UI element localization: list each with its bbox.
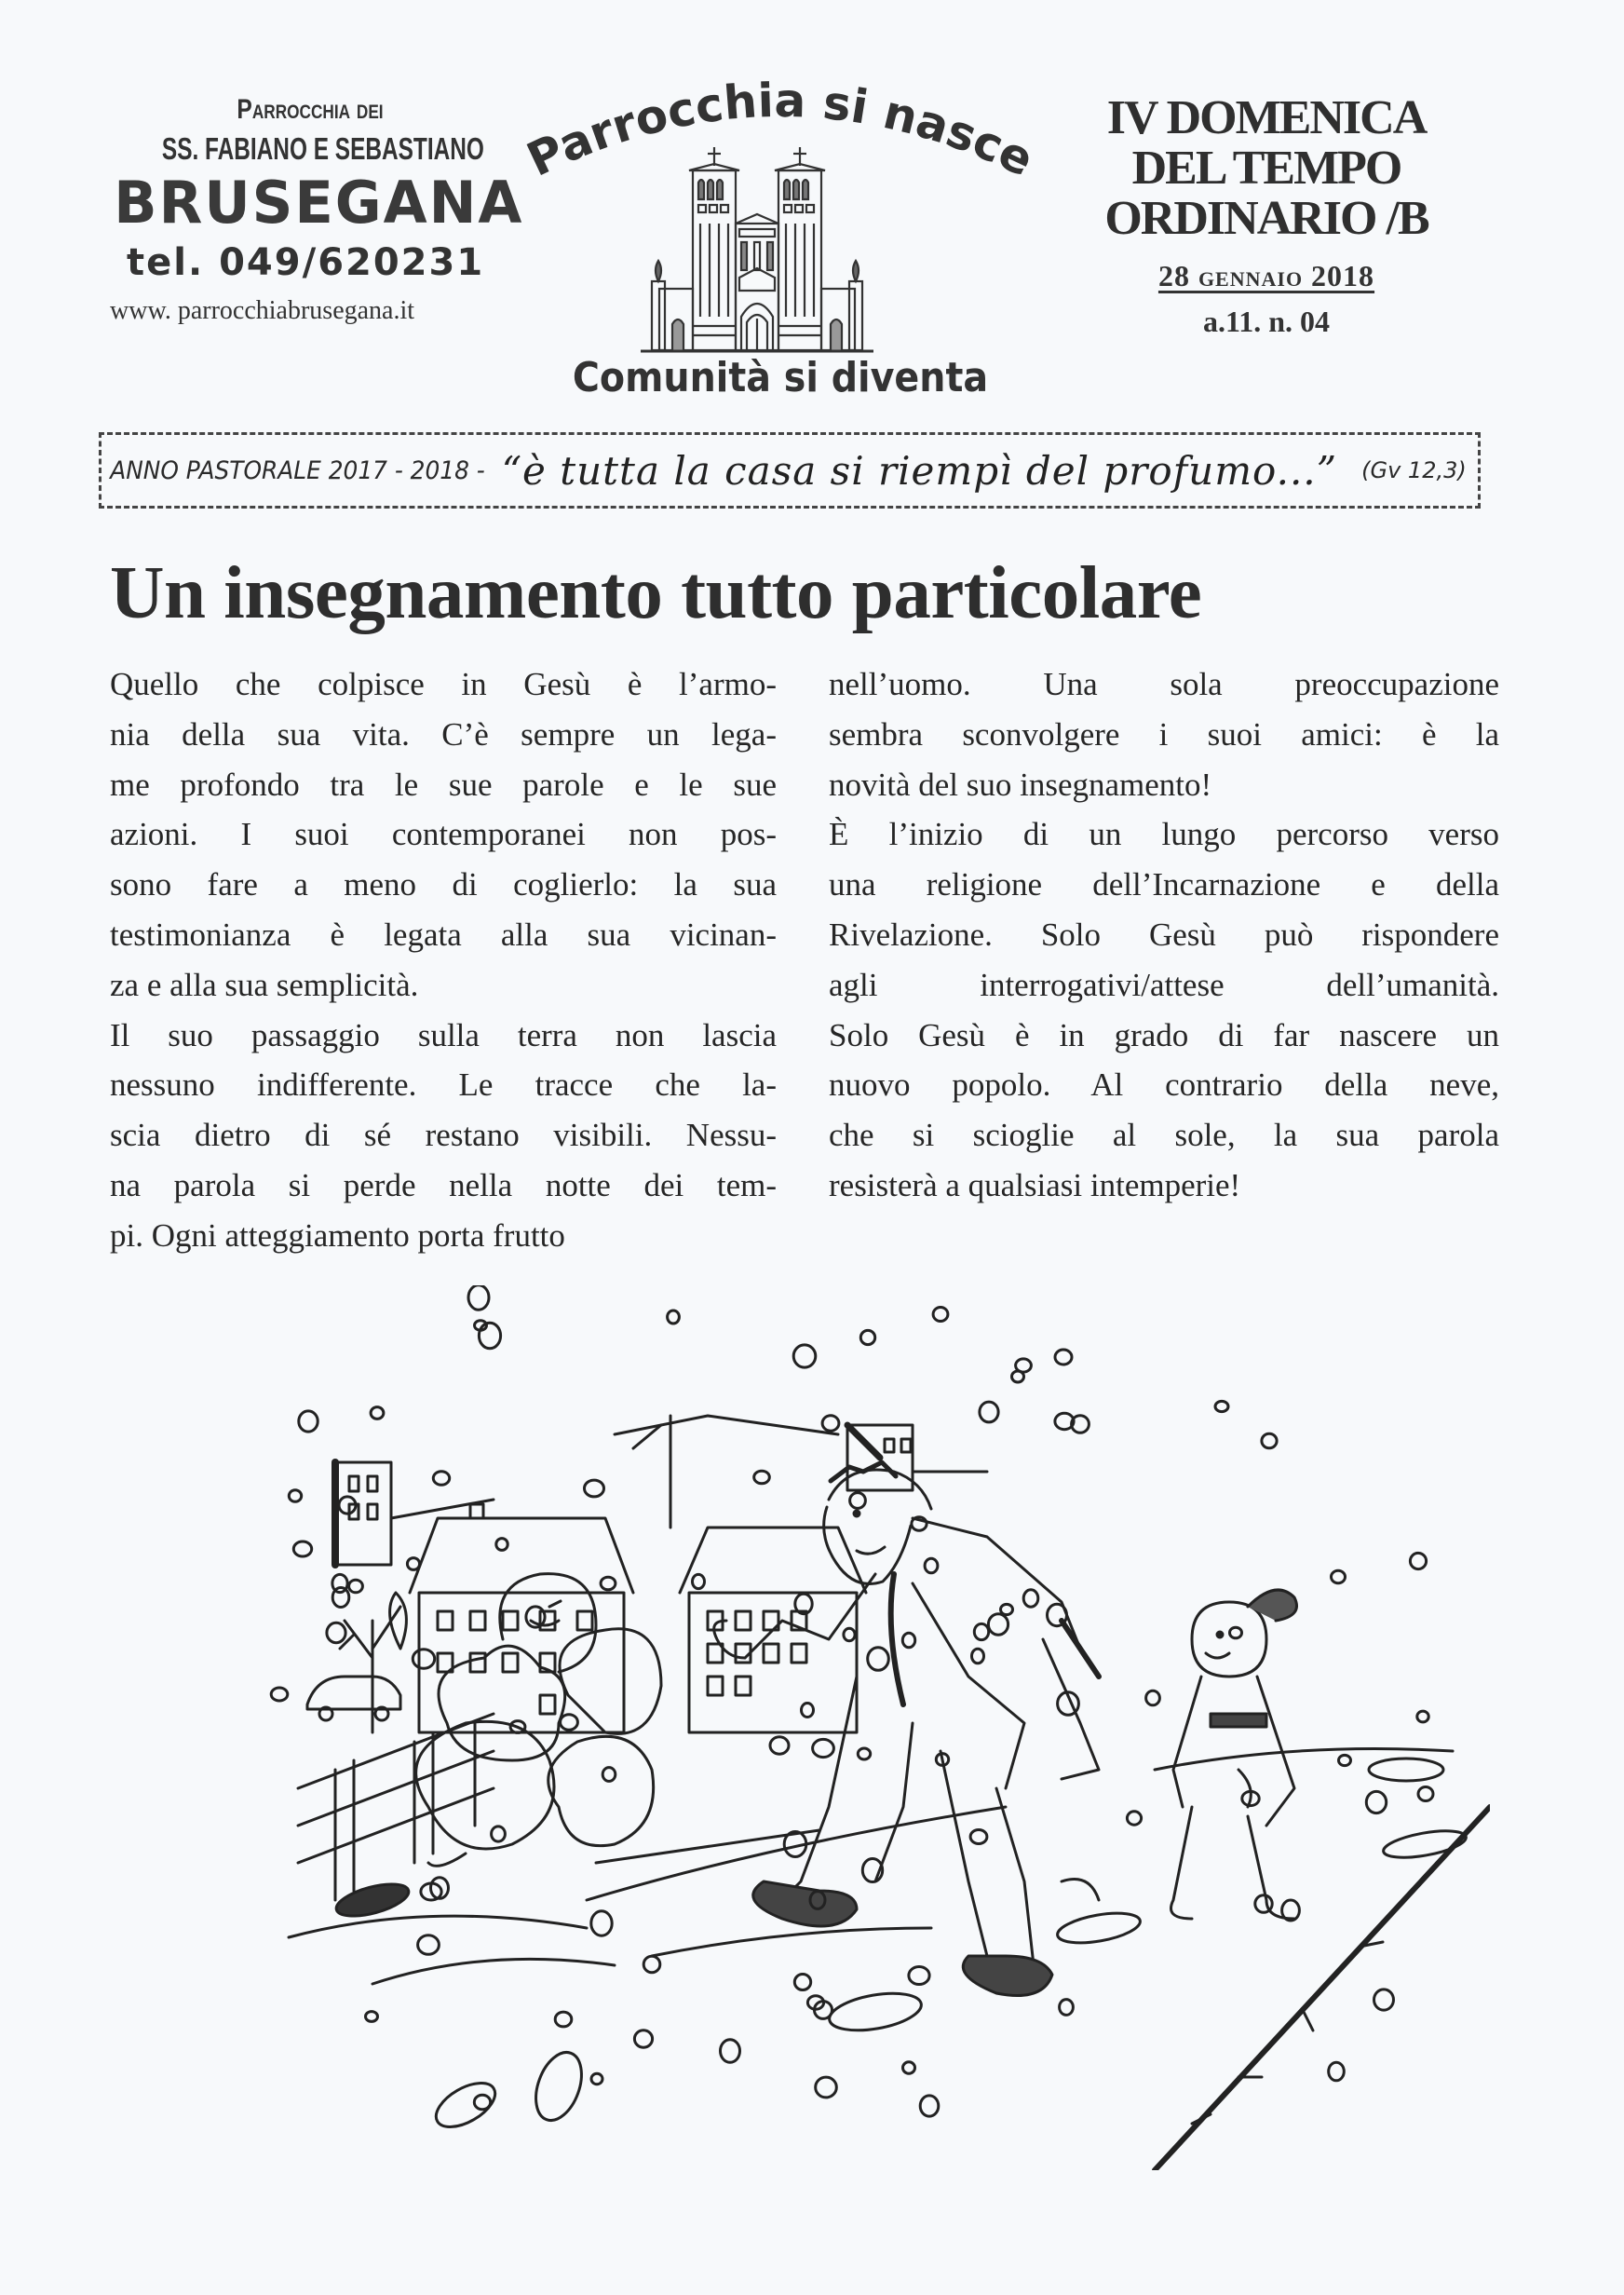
snowflake [1048, 1604, 1067, 1625]
snowflake [850, 1493, 866, 1509]
snowflake [643, 1956, 660, 1973]
snowflake [433, 1472, 449, 1486]
snowflake [909, 1967, 929, 1985]
snowflake [860, 1330, 874, 1344]
snowflake [1001, 1604, 1013, 1614]
left-line: nia della sua vita. C’è sempre un lega- [110, 715, 777, 753]
snowflake [349, 1580, 363, 1593]
snowflake [693, 1574, 705, 1588]
right-line: nell’uomo. Una sola preoccupazione [829, 666, 1499, 702]
snowflake [561, 1715, 578, 1731]
parish-logo [510, 75, 1050, 419]
snowflake [407, 1558, 419, 1570]
issue-info [1089, 93, 1443, 339]
snowflake [1262, 1433, 1277, 1448]
snowflake [1374, 1989, 1394, 2010]
left-line: na parola si perde nella notte dei tem- [110, 1166, 777, 1203]
left-line: sono fare a meno di coglierlo: la sua [110, 866, 777, 903]
snowflake [418, 1935, 440, 1955]
article-column-left [110, 659, 777, 1261]
snowflake [496, 1539, 508, 1551]
snowflake [668, 1310, 680, 1324]
snowflake [868, 1648, 889, 1671]
right-line: Rivelazione. Solo Gesù può rispondere [829, 916, 1499, 953]
snowflake [371, 1407, 384, 1419]
left-line: azioni. I suoi contemporanei non pos- [110, 816, 777, 853]
snowflake [794, 1975, 810, 1990]
left-line: scia dietro di sé restano visibili. Nessu- [110, 1117, 777, 1154]
snowflake [925, 1558, 938, 1572]
pastoral-year-banner [99, 432, 1481, 509]
snowflake [844, 1628, 855, 1640]
liturgical-sunday-line-2: DEL TEMPO [1131, 142, 1401, 195]
snowflake [970, 1830, 987, 1844]
snowflake [1012, 1371, 1024, 1382]
left-line: nessuno indifferente. Le tracce che la- [110, 1066, 777, 1104]
snowflake [974, 1623, 988, 1639]
snowflake [474, 2095, 490, 2109]
snowflake [988, 1614, 1008, 1635]
pastoral-year: ANNO PASTORALE 2017 - 2018 - [110, 455, 485, 485]
snowflake [972, 1649, 984, 1664]
parish-label [146, 93, 475, 127]
snowflake [902, 1633, 914, 1648]
right-line: È l’inizio di un lungo percorso verso [829, 816, 1499, 853]
parish-website[interactable]: www. parrocchiabrusegana.it [110, 296, 415, 325]
snowflake [1339, 1755, 1351, 1765]
illustration-drawing [261, 1285, 1490, 2170]
snowflake [634, 2030, 652, 2047]
snowflake [1366, 1791, 1386, 1813]
fence-drawing [298, 1714, 494, 1900]
snowflake [289, 1490, 301, 1502]
snowflake [327, 1623, 345, 1642]
logo-top-path: Parrocchia si nasce [519, 75, 1042, 187]
left-line: testimonianza è legata alla sua vicinan- [110, 916, 777, 953]
snowflake [299, 1411, 318, 1432]
snowflake [293, 1541, 311, 1556]
parish-masthead [110, 93, 524, 328]
snowflake [591, 2073, 602, 2084]
left-line: Il suo passaggio sulla terra non lascia [110, 1016, 777, 1053]
snowflake [1023, 1590, 1038, 1607]
snowflake [1127, 1812, 1141, 1825]
snowflake [271, 1688, 288, 1701]
right-line: sembra sconvolgere i suoi amici: è la [829, 715, 1499, 753]
article-title: Un insegnamento tutto particolare [110, 550, 1202, 634]
snowflake [933, 1308, 948, 1322]
snowflake [1329, 2062, 1345, 2081]
right-line: che si scioglie al sole, la sua parola [829, 1117, 1499, 1154]
liturgical-sunday-line-1: IV DOMENICA [1106, 91, 1427, 144]
snowflake [822, 1416, 839, 1431]
right-line: novità del suo insegnamento! [829, 766, 1212, 803]
snowflake [366, 2012, 378, 2022]
snowflake [602, 1768, 616, 1782]
snowflake [802, 1704, 814, 1718]
snowflake [413, 1650, 434, 1669]
left-line: me profondo tra le sue parole e le sue [110, 766, 777, 803]
snowflake [492, 1826, 506, 1841]
snowflake [793, 1345, 816, 1367]
snowflake [920, 2096, 939, 2116]
article-column-right [829, 659, 1499, 1211]
snowflake [721, 2040, 740, 2063]
right-line: nuovo popolo. Al contrario della neve, [829, 1066, 1499, 1104]
church-drawing [641, 147, 873, 351]
snowflake [585, 1480, 604, 1497]
snowflake [1410, 1553, 1426, 1568]
left-line: za e alla sua semplicità. [110, 966, 419, 1003]
issue-date: 28 gennaio 2018 [1157, 259, 1375, 292]
snowflake [1055, 1350, 1072, 1365]
winter-snow-scene-icon [261, 1285, 1490, 2170]
logo-bottom-text: Comunità si diventa [572, 354, 989, 401]
parish-saints: SS. FABIANO E SEBASTIANO [161, 131, 484, 166]
right-line: una religione dell’Incarnazione e della [829, 866, 1499, 903]
parish-label-text: Parrocchia dei [237, 94, 384, 125]
snowflake [903, 2062, 915, 2073]
snowflake [980, 1402, 998, 1422]
snowflake [1230, 1627, 1242, 1638]
parish-town: BRUSEGANA [114, 169, 524, 237]
right-line: resisterà a qualsiasi intemperie! [829, 1166, 1241, 1203]
liturgical-sunday-line-3: ORDINARIO /B [1104, 192, 1428, 245]
snowflake [1332, 1570, 1346, 1582]
right-line: Solo Gesù è in grado di far nascere un [829, 1016, 1499, 1053]
snowflake [1418, 1787, 1433, 1801]
snowflake [468, 1285, 489, 1310]
snowy-ground-drawing [289, 1749, 1453, 1985]
bible-reference: (Gv 12,3) [1361, 457, 1467, 483]
issue-number: a.11. n. 04 [1202, 305, 1331, 338]
pastoral-motto: “è tutta la casa si riempì del profumo...” [501, 447, 1338, 494]
left-line: Quello che colpisce in Gesù è l’armo- [110, 666, 777, 702]
snowflake [1417, 1711, 1428, 1722]
snowflake [1146, 1691, 1160, 1705]
left-line: pi. Ogni atteggiamento porta frutto [110, 1216, 565, 1254]
man-walking-drawing [714, 1462, 1099, 1996]
snowflake [591, 1911, 612, 1935]
snowflake [813, 1739, 834, 1757]
snowflake [1255, 1895, 1272, 1913]
snowflake [479, 1323, 500, 1349]
snowflake [770, 1737, 789, 1754]
parish-phone: tel. 049/620231 [127, 241, 485, 284]
church-icon [510, 75, 1050, 354]
snowflake [858, 1748, 870, 1759]
snowflake [1060, 2000, 1074, 2016]
snowflake [754, 1471, 770, 1484]
snowflake [332, 1574, 347, 1592]
snowflake [816, 2077, 837, 2098]
snowflake [601, 1577, 616, 1590]
snowflake [1215, 1401, 1228, 1411]
snowflake [555, 2012, 572, 2027]
right-line: agli interrogativi/attese dell’umanità. [829, 966, 1499, 1003]
